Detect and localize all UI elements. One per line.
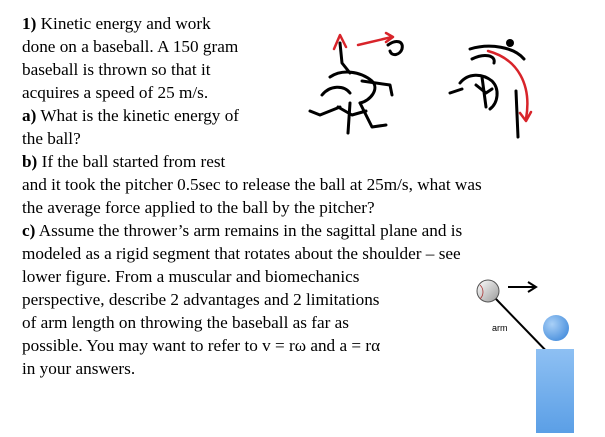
text-line: perspective, describe 2 advantages and 2 limitations (22, 290, 380, 309)
part-b-question (22, 151, 225, 173)
problem-header (22, 13, 211, 35)
sketch-leg-2 (516, 91, 518, 137)
part-a-text: What is the kinetic energy of (36, 106, 240, 125)
sketch-torso-lower (322, 87, 350, 95)
text-line: lower figure. From a muscular and biomechanics (22, 267, 360, 286)
text-line: the average force applied to the ball by the pitcher? (22, 198, 375, 217)
sketch-legs (348, 103, 386, 133)
text-line: and it took the pitcher 0.5sec to release the ball at 25m/s, what was (22, 175, 482, 194)
text-line: the ball? (22, 129, 81, 148)
text-line: acquires a speed of 25 m/s. (22, 83, 209, 102)
sketch-head (388, 42, 402, 55)
text-line: done on a baseball. A 150 gram (22, 37, 239, 56)
sketch-head-2 (472, 56, 494, 63)
part-b-label: b) (22, 152, 38, 171)
arm-figure (470, 275, 605, 435)
part-a-question (22, 105, 239, 127)
sketch-back-leg (310, 107, 340, 115)
sketch-torso-2 (482, 77, 486, 107)
thrower-body (536, 349, 574, 433)
text-line: of arm length on throwing the baseball as far as (22, 313, 349, 332)
pitcher-sketch (300, 15, 560, 145)
part-c-question (22, 220, 462, 242)
part-a-label: a) (22, 106, 37, 125)
part-c-text: Assume the thrower’s arm remains in the sagittal plane and is (35, 221, 463, 240)
thrower-head (543, 315, 569, 341)
part-b-text: If the ball started from rest (37, 152, 226, 171)
text-line: modeled as a rigid segment that rotates about the shoulder – see (22, 244, 461, 263)
text-line: possible. You may want to refer to v = rω and a = rα (22, 336, 381, 355)
arm-label: arm (492, 323, 508, 333)
text-line: baseball is thrown so that it (22, 60, 211, 79)
text-line: in your answers. (22, 359, 136, 378)
velocity-arrow (508, 282, 536, 292)
sketch-shoulder-2 (450, 89, 462, 93)
sketch-body-2 (460, 75, 497, 109)
problem-title: Kinetic energy and work (36, 14, 211, 33)
sketch-ball (506, 39, 514, 47)
sketch-glove-arm (362, 81, 392, 95)
problem-number: 1) (22, 14, 37, 33)
part-c-label: c) (22, 221, 36, 240)
